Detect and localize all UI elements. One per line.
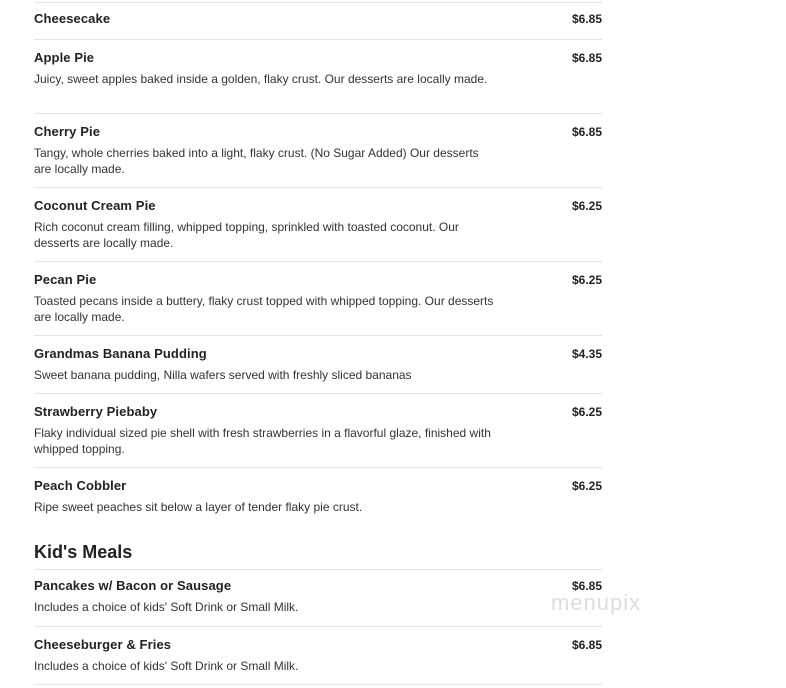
item-description: Ripe sweet peaches sit below a layer of tender flaky pie crust. (34, 500, 363, 514)
item-description: Toasted pecans inside a buttery, flaky crust topped with whipped topping. Our desserts are locally made. (34, 294, 494, 324)
menu-item (34, 2, 602, 40)
item-name: Apple Pie (34, 50, 95, 65)
item-name: Pancakes w/ Bacon or Sausage (34, 578, 232, 593)
menu-item (34, 114, 602, 188)
item-price: $4.35 (571, 347, 602, 361)
menu-item (34, 468, 602, 516)
item-description: Juicy, sweet apples baked inside a golden, flaky crust. Our desserts are locally made. (34, 72, 488, 86)
item-price: $6.85 (571, 638, 602, 652)
item-price: $6.25 (571, 199, 602, 213)
item-price: $6.25 (571, 479, 602, 493)
item-price: $6.25 (571, 273, 602, 287)
menu-item (34, 262, 602, 336)
menu-item (34, 188, 602, 262)
menu-item (34, 627, 602, 685)
item-description: Rich coconut cream filling, whipped topping, sprinkled with toasted coconut. Our desserts are locally made. (34, 220, 459, 250)
menu-item (34, 569, 602, 627)
item-description: Includes a choice of kids' Soft Drink or Small Milk. (34, 659, 299, 673)
item-price: $6.85 (571, 125, 602, 139)
item-name: Pecan Pie (34, 272, 97, 287)
item-price: $6.25 (571, 405, 602, 419)
menupix-watermark: menupix (551, 590, 642, 615)
item-description: Tangy, whole cherries baked into a light, flaky crust. (No Sugar Added) Our desserts are locally made. (34, 146, 479, 176)
item-price: $6.85 (571, 579, 602, 593)
item-name: Peach Cobbler (34, 478, 127, 493)
item-name: Grandmas Banana Pudding (34, 346, 207, 361)
menu-item (34, 336, 602, 394)
kids-meals-section (34, 541, 602, 685)
menu-item (34, 394, 602, 468)
item-price: $6.85 (571, 51, 602, 65)
item-name: Cheesecake (34, 11, 111, 26)
item-description: Sweet banana pudding, Nilla wafers served with freshly sliced bananas (34, 368, 412, 382)
item-name: Cheeseburger & Fries (34, 637, 172, 652)
item-name: Coconut Cream Pie (34, 198, 156, 213)
item-price: $6.85 (571, 12, 602, 26)
item-name: Cherry Pie (34, 124, 101, 139)
item-name: Strawberry Piebaby (34, 404, 158, 419)
item-description: Flaky individual sized pie shell with fresh strawberries in a flavorful glaze, finished with whipped topping. (34, 426, 491, 456)
item-description: Includes a choice of kids' Soft Drink or Small Milk. (34, 600, 299, 614)
desserts-list (34, 0, 602, 516)
section-title: Kid's Meals (34, 542, 133, 562)
menu-item (34, 40, 602, 114)
